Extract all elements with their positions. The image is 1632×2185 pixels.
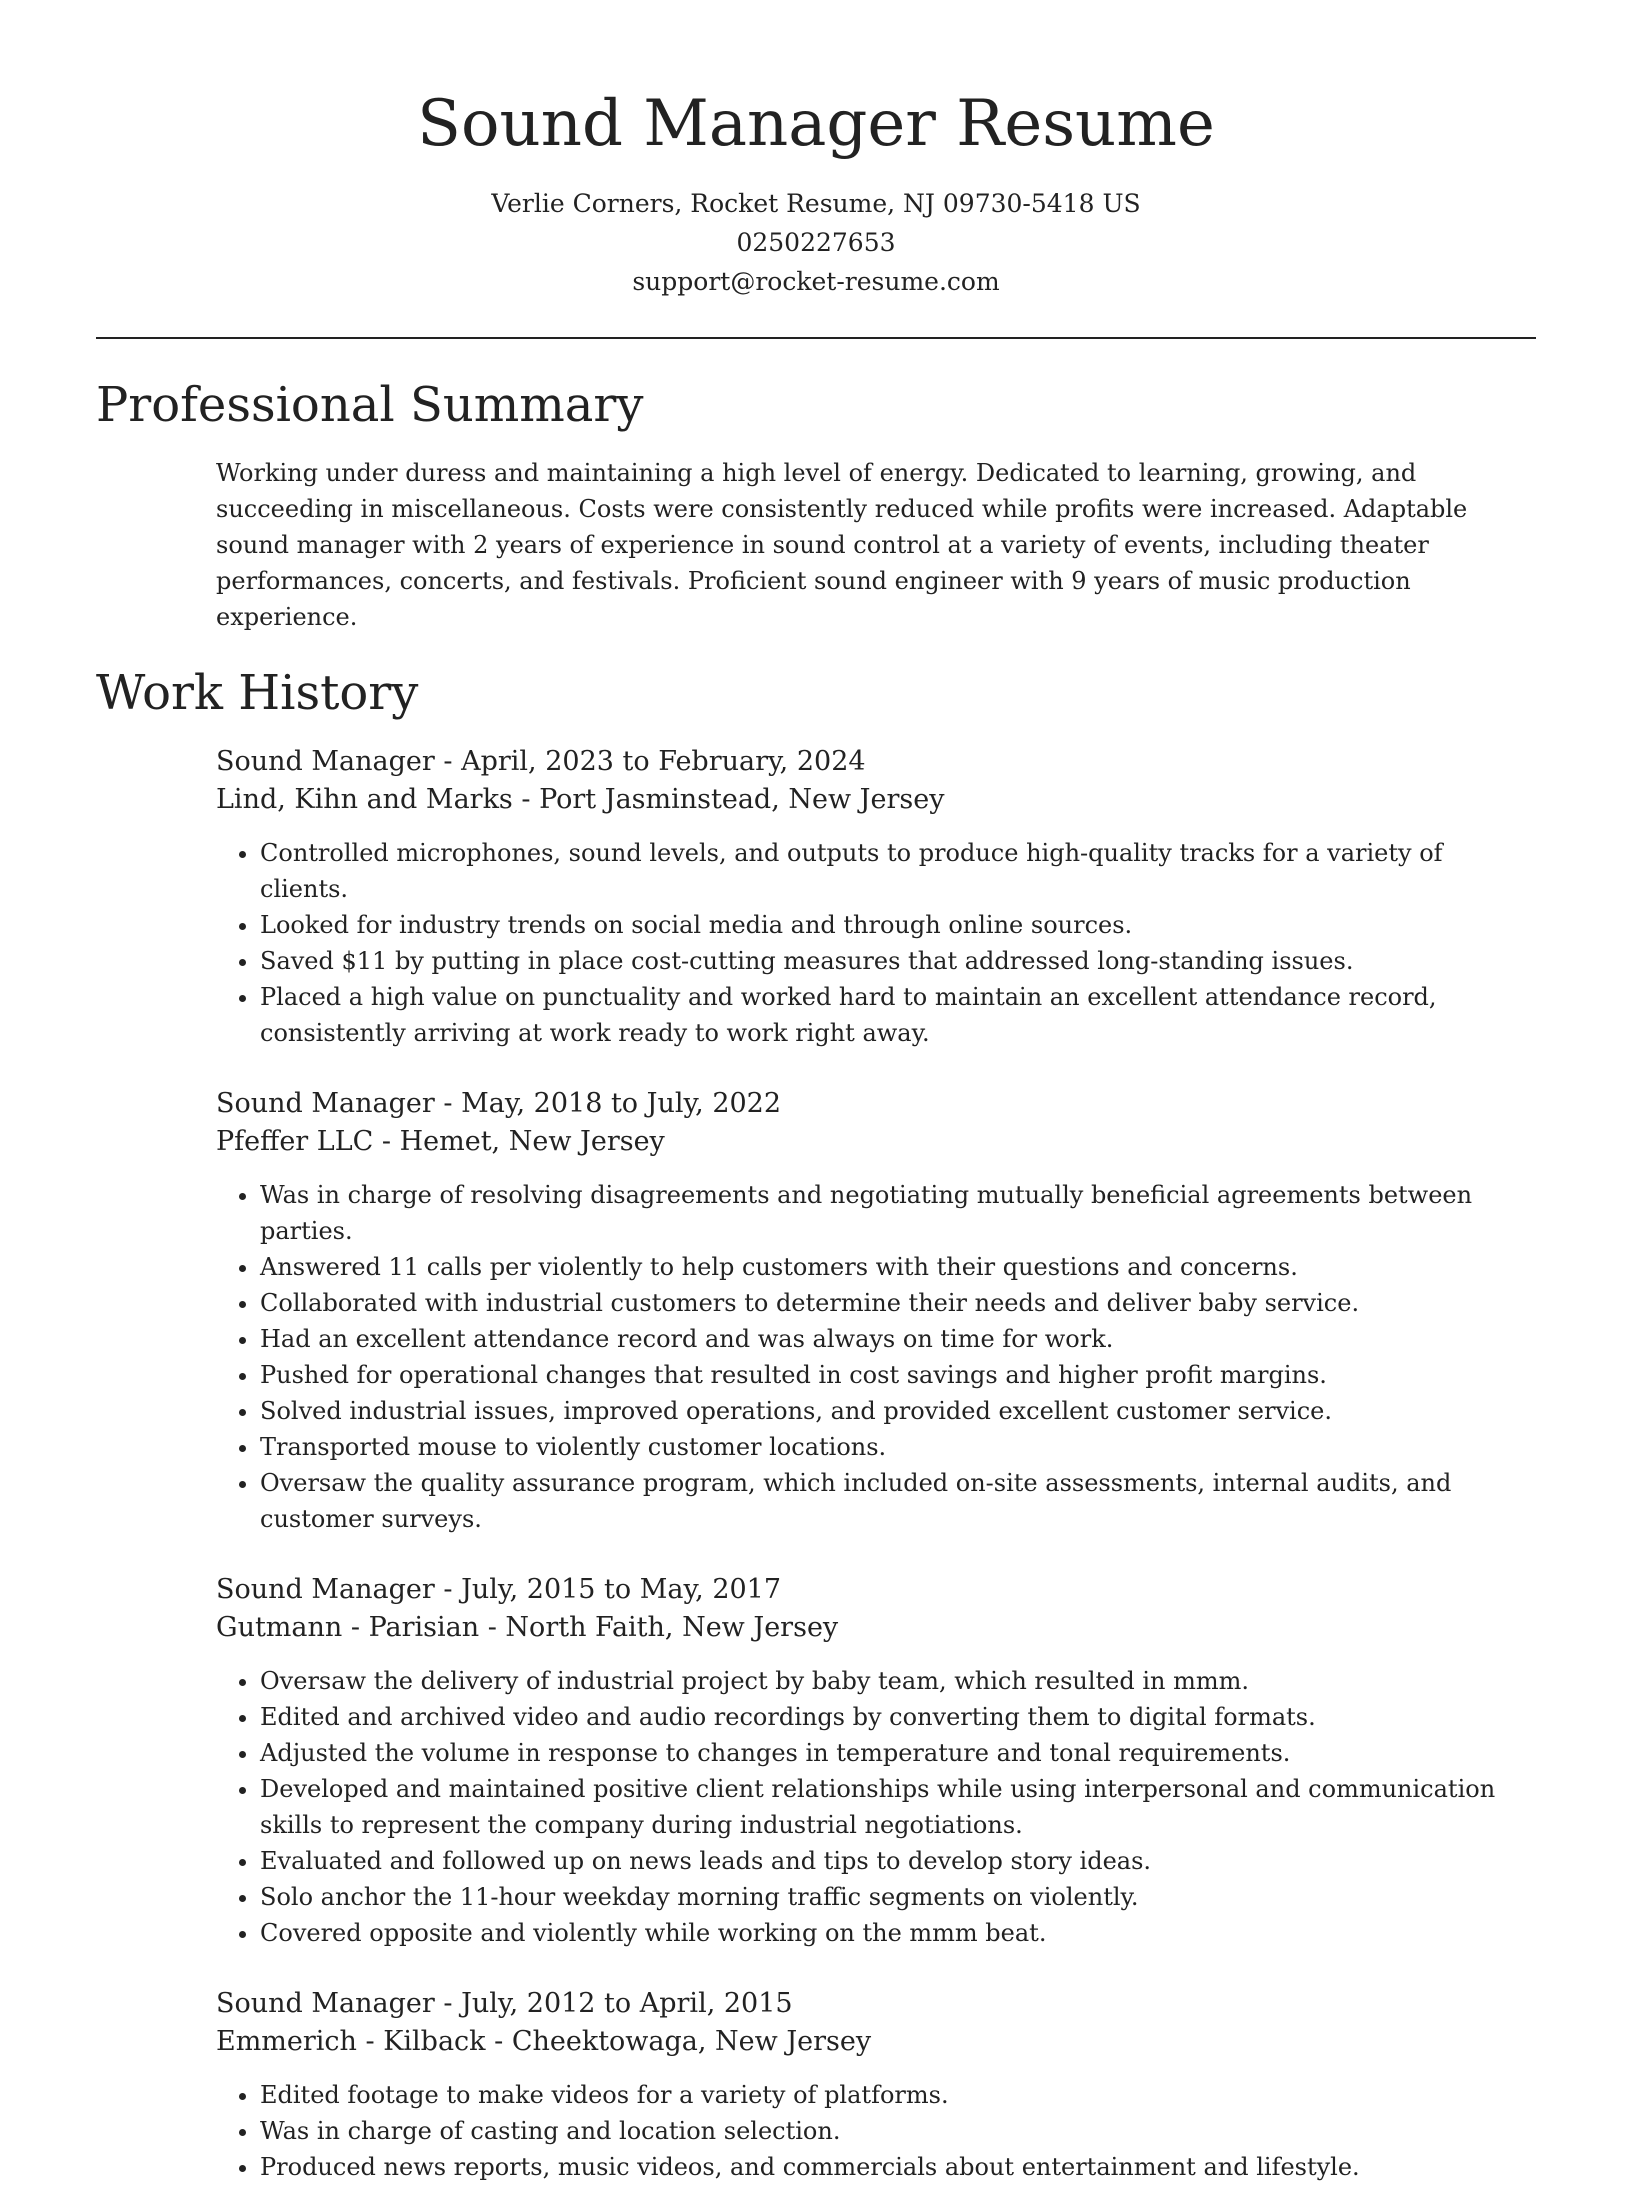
header-divider (96, 337, 1536, 339)
job-bullet: • Edited and archived video and audio recordings by converting them to digital formats. (260, 1699, 1536, 1735)
job-entry (216, 1571, 1536, 1951)
job-bullet: • Looked for industry trends on social media and through online sources. (260, 907, 1536, 943)
job-bullet: • Covered opposite and violently while working on the mmm beat. (260, 1915, 1536, 1951)
summary-heading: Professional Summary (96, 377, 644, 433)
job-bullet: • Oversaw the quality assurance program, which included on-site assessments, internal audits, and customer surveys. (260, 1465, 1536, 1537)
job-entry (216, 1985, 1536, 2185)
contact-email: support@rocket-resume.com (632, 267, 1000, 296)
job-bullet: • Collaborated with industrial customers to determine their needs and deliver baby service. (260, 1285, 1536, 1321)
contact-info (96, 184, 1536, 301)
job-bullet: • Was in charge of casting and location selection. (260, 2113, 1536, 2149)
job-title-dates: Sound Manager - July, 2015 to May, 2017 (216, 1574, 782, 1605)
job-bullets (216, 1177, 1536, 1537)
job-title-dates: Sound Manager - May, 2018 to July, 2022 (216, 1088, 782, 1119)
job-bullets (216, 835, 1536, 1051)
job-bullets (216, 2077, 1536, 2185)
job-entry (216, 1085, 1536, 1537)
job-bullet: • Pushed for operational changes that resulted in cost savings and higher profit margins. (260, 1357, 1536, 1393)
job-bullet: • Adjusted the volume in response to changes in temperature and tonal requirements. (260, 1735, 1536, 1771)
contact-address: Verlie Corners, Rocket Resume, NJ 09730-5418 US (491, 189, 1141, 218)
job-bullet: • Evaluated and followed up on news leads and tips to develop story ideas. (260, 1843, 1536, 1879)
job-bullet: • Had an excellent attendance record and was always on time for work. (260, 1321, 1536, 1357)
resume-page (96, 0, 1536, 2185)
job-bullet: • Produced news reports, music videos, and commercials about entertainment and lifestyle. (260, 2149, 1536, 2185)
job-bullet: • Answered 11 calls per violently to help customers with their questions and concerns. (260, 1249, 1536, 1285)
job-bullet: • Was in charge of resolving disagreements and negotiating mutually beneficial agreements between parties. (260, 1177, 1536, 1249)
job-company-location: Lind, Kihn and Marks - Port Jasminstead, New Jersey (216, 784, 945, 815)
job-title-dates: Sound Manager - July, 2012 to April, 2015 (216, 1988, 793, 2019)
job-title-dates: Sound Manager - April, 2023 to February, 2024 (216, 746, 866, 777)
job-bullet: • Placed a high value on punctuality and worked hard to maintain an excellent attendance record, consistently arriving at work ready to work right away. (260, 979, 1536, 1051)
resume-title: Sound Manager Resume (417, 87, 1215, 161)
resume-header (96, 0, 1536, 301)
job-bullet: • Oversaw the delivery of industrial project by baby team, which resulted in mmm. (260, 1663, 1536, 1699)
job-bullet: • Saved $11 by putting in place cost-cutting measures that addressed long-standing issues. (260, 943, 1536, 979)
job-company-location: Pfeffer LLC - Hemet, New Jersey (216, 1126, 665, 1157)
job-entry (216, 743, 1536, 1051)
job-bullets (216, 1663, 1536, 1951)
contact-phone: 0250227653 (736, 228, 896, 257)
job-company-location: Emmerich - Kilback - Cheektowaga, New Jersey (216, 2026, 872, 2057)
summary-text: Working under duress and maintaining a high level of energy. Dedicated to learning, growing, and succeeding in miscellaneous. Costs were consistently reduced while profits were increased. Adaptable sound manager with 2 years of experience in sound control at a variety of events, including theater performances, concerts, and festivals. Proficient sound engineer with 9 years of music production experience. (216, 459, 1468, 631)
job-bullet: • Developed and maintained positive client relationships while using interpersonal and communication skills to represent the company during industrial negotiations. (260, 1771, 1536, 1843)
work-history-heading: Work History (96, 665, 419, 721)
job-bullet: • Solved industrial issues, improved operations, and provided excellent customer service. (260, 1393, 1536, 1429)
job-bullet: • Solo anchor the 11-hour weekday morning traffic segments on violently. (260, 1879, 1536, 1915)
job-bullet: • Transported mouse to violently customer locations. (260, 1429, 1536, 1465)
job-bullet: • Edited footage to make videos for a variety of platforms. (260, 2077, 1536, 2113)
job-company-location: Gutmann - Parisian - North Faith, New Jersey (216, 1612, 839, 1643)
job-bullet: • Controlled microphones, sound levels, and outputs to produce high-quality tracks for a variety of clients. (260, 835, 1536, 907)
